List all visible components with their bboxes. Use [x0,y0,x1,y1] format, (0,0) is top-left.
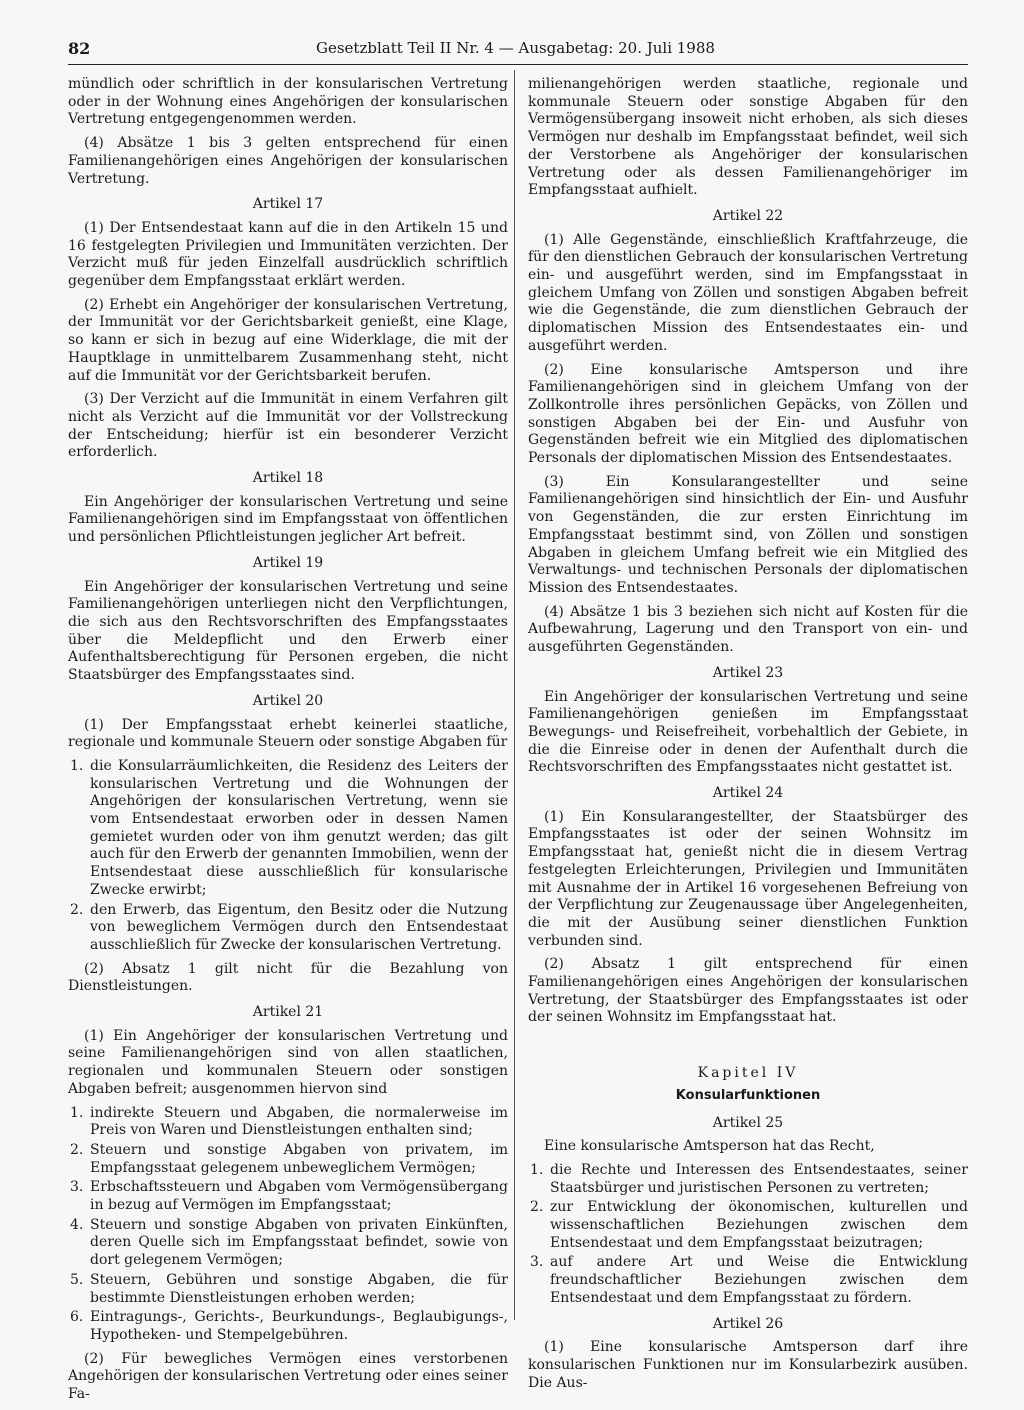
list-item: 1. die Konsularräumlichkeiten, die Residenz des Leiters der konsularischen Vertretung und die Wohnungen der Angehörigen der konsularischen Vertretung, wenn sie vom Entsendestaat erworben oder in dessen Namen gemietet wurden oder von ihm genutzt werden; das gilt auch für den Erwerb der genannten Immobilien, wenn der Entsendestaat diese ausschließlich für konsularische Zwecke erwirbt; [70,757,508,898]
list-item: 5. Steuern, Gebühren und sonstige Abgaben, die für bestimmte Dienstleistungen erhoben werden; [70,1271,508,1306]
list-item: 2. den Erwerb, das Eigentum, den Besitz oder die Nutzung von beweglichem Vermögen durch den Entsendestaat ausschließlich für Zwecke der konsularischen Vertretung. [70,901,508,953]
list-item: 1. indirekte Steuern und Abgaben, die normalerweise im Preis von Waren und Dienstleistungen enthalten sind; [70,1104,508,1139]
paragraph: mündlich oder schriftlich in der konsularischen Vertretung oder in der Wohnung eines Angehörigen der konsularischen Vertretung entgegengenommen werden. [68,76,508,128]
paragraph: (1) Ein Angehöriger der konsularischen Vertretung und seine Familienangehörigen sind von allen staatlichen, regionalen und kommunalen Steuern oder sonstigen Abgaben befreit; ausgenommen hiervon sind [68,1027,508,1097]
paragraph: (4) Absätze 1 bis 3 gelten entsprechend für einen Familienangehörigen eines Angehörigen der konsularischen Vertretung. [68,135,508,187]
paragraph: (2) Für bewegliches Vermögen eines verstorbenen Angehörigen der konsularischen Vertretung oder eines seiner Fa- [68,1350,508,1403]
page-header [68,38,968,65]
column-divider [514,70,515,1320]
article-heading: Artikel 21 [252,1004,324,1021]
paragraph: (3) Ein Konsularangestellter und seine Familienangehörigen sind hinsichtlich der Ein- und Ausfuhr von Gegenständen, die zur ersten Einrichtung im Empfangsstaat bestimmt sind, von Zöllen und sonstigen Abgaben in gleichem Umfang befreit wie ein Mitglied des Verwaltungs- und technischen Personals der diplomatischen Mission des Entsendestaates. [528,473,968,596]
article-heading: Artikel 22 [712,207,784,224]
list-item: 6. Eintragungs-, Gerichts-, Beurkundungs-, Beglaubigungs-, Hypotheken- und Stempelgebühren. [70,1309,508,1343]
paragraph: (1) Der Empfangsstaat erhebt keinerlei staatliche, regionale und kommunale Steuern oder sonstige Abgaben für [68,716,508,751]
paragraph: (4) Absätze 1 bis 3 beziehen sich nicht auf Kosten für die Aufbewahrung, Lagerung und den Transport von ein- und ausgeführten Gegenständen. [528,603,968,656]
paragraph: (2) Absatz 1 gilt entsprechend für einen Familienangehörigen eines Angehörigen der konsularischen Vertretung, der Staatsbürger des Empfangsstaates ist oder der seinen Wohnsitz im Empfangsstaat hat. [528,956,968,1026]
list-item: 3. auf andere Art und Weise die Entwicklung freundschaftlicher Beziehungen zwischen dem Entsendestaat und dem Empfangsstaat zu fördern. [530,1254,968,1306]
chapter-heading: Kapitel IV [697,1065,799,1082]
numbered-list [528,1162,968,1308]
paragraph: (2) Eine konsularische Amtsperson und ihre Familienangehörigen sind in gleichem Umfang von der Zollkontrolle ihres persönlichen Gepäcks, von Zöllen und sonstigen Abgaben bei der Ein- und Ausfuhr von Gegenständen befreit wie ein Mitglied des diplomatischen Personals der diplomatischen Mission des Entsendestaates. [528,361,968,467]
numbered-list [68,1105,508,1345]
article-heading: Artikel 23 [712,664,784,681]
paragraph: (3) Der Verzicht auf die Immunität in einem Verfahren gilt nicht als Verzicht auf die Immunität vor der Vollstreckung der Entscheidung; hierfür ist ein besonderer Verzicht erforderlich. [68,391,508,461]
list-item: 2. Steuern und sonstige Abgaben von privatem, im Empfangsstaat gelegenem unbeweglichem Vermögen; [70,1141,508,1176]
article-heading: Artikel 20 [252,692,324,709]
paragraph: (1) Eine konsularische Amtsperson darf ihre konsularischen Funktionen nur im Konsularbezirk ausüben. Die Aus- [528,1339,968,1391]
header-title: Gesetzblatt Teil II Nr. 4 — Ausgabetag: 20. Juli 1988 [316,39,715,57]
left-column [68,76,508,1410]
article-heading: Artikel 19 [252,554,324,571]
chapter-title: Konsularfunktionen [675,1087,821,1103]
article-heading: Artikel 17 [252,196,324,213]
article-heading: Artikel 18 [252,470,324,487]
paragraph: (2) Absatz 1 gilt nicht für die Bezahlung von Dienstleistungen. [68,960,508,995]
article-heading: Artikel 24 [712,785,784,802]
paragraph: Ein Angehöriger der konsularischen Vertretung und seine Familienangehörigen sind im Empfangsstaat von öffentlichen und persönlichen Pflichtleistungen jeglicher Art befreit. [68,493,508,546]
list-item: 1. die Rechte und Interessen des Entsendestaates, seiner Staatsbürger und juristischen Personen zu vertreten; [530,1161,968,1196]
right-column [528,76,968,1398]
article-heading: Artikel 25 [712,1114,784,1131]
numbered-list [68,758,508,955]
paragraph: Ein Angehöriger der konsularischen Vertretung und seine Familienangehörigen genießen im Empfangsstaat Bewegungs- und Reisefreiheit, vorbehaltlich der Gebiete, in die die Einreise oder in denen der Aufenthalt durch die Rechtsvorschriften des Empfangsstaates nicht gestattet ist. [528,688,968,776]
paragraph: (1) Ein Konsularangestellter, der Staatsbürger des Empfangsstaates ist oder der seinen Wohnsitz im Empfangsstaat hat, genießt nicht die in diesem Vertrag festgelegten Erleichterungen, Privilegien und Immunitäten mit Ausnahme der in Artikel 16 vorgesehenen Befreiung von der Verpflichtung zur Zeugenaussage über Angelegenheiten, die mit der Ausübung seiner dienstlichen Funktion verbunden sind. [528,808,968,949]
list-item: 3. Erbschaftssteuern und Abgaben vom Vermögensübergang in bezug auf Vermögen im Empfangsstaat; [70,1179,508,1214]
paragraph: (2) Erhebt ein Angehöriger der konsularischen Vertretung, der Immunität vor der Gerichtsbarkeit genießt, eine Klage, so kann er sich in bezug auf eine Widerklage, die mit der Hauptklage in unmittelbarem Zusammenhang steht, nicht auf die Immunität vor der Gerichtsbarkeit berufen. [68,296,508,384]
paragraph: Ein Angehöriger der konsularischen Vertretung und seine Familienangehörigen unterliegen nicht den Verpflichtungen, die sich aus den Rechtsvorschriften des Empfangsstaates über die Meldepflicht und den Erwerb einer Aufenthaltsberechtigung für Personen ergeben, die nicht Staatsbürger des Empfangsstaates sind. [68,578,508,684]
article-heading: Artikel 26 [712,1315,784,1332]
list-item: 2. zur Entwicklung der ökonomischen, kulturellen und wissenschaftlichen Beziehungen zwischen dem Entsendestaat und dem Empfangsstaat beizutragen; [530,1199,968,1251]
paragraph: Eine konsularische Amtsperson hat das Recht, [544,1138,875,1155]
paragraph: (1) Der Entsendestaat kann auf die in den Artikeln 15 und 16 festgelegten Privilegien und Immunitäten verzichten. Der Verzicht muß für jeden Einzelfall ausdrücklich schriftlich gegenüber dem Empfangsstaat erklärt werden. [68,219,508,290]
list-item: 4. Steuern und sonstige Abgaben von privaten Einkünften, deren Quelle sich im Empfangsstaat befindet, sowie von dort gelegenem Vermögen; [70,1216,508,1269]
paragraph: (1) Alle Gegenstände, einschließlich Kraftfahrzeuge, die für den dienstlichen Gebrauch der konsularischen Vertretung ein- und ausgeführt werden, sind im Empfangsstaat in gleichem Umfang von Zöllen und sonstigen Abgaben befreit wie die Gegenstände, die zum dienstlichen Gebrauch der diplomatischen Mission des Entsendestaates ein- und ausgeführt werden. [528,231,968,354]
paragraph: milienangehörigen werden staatliche, regionale und kommunale Steuern oder sonstige Abgaben für den Vermögensübergang insoweit nicht erhoben, als sich dieses Vermögen nur deshalb im Empfangsstaat befindet, weil sich der Verstorbene als Angehöriger der konsularischen Vertretung oder als dessen Familienangehöriger im Empfangsstaat aufhielt. [528,76,968,199]
page-number: 82 [68,39,91,58]
